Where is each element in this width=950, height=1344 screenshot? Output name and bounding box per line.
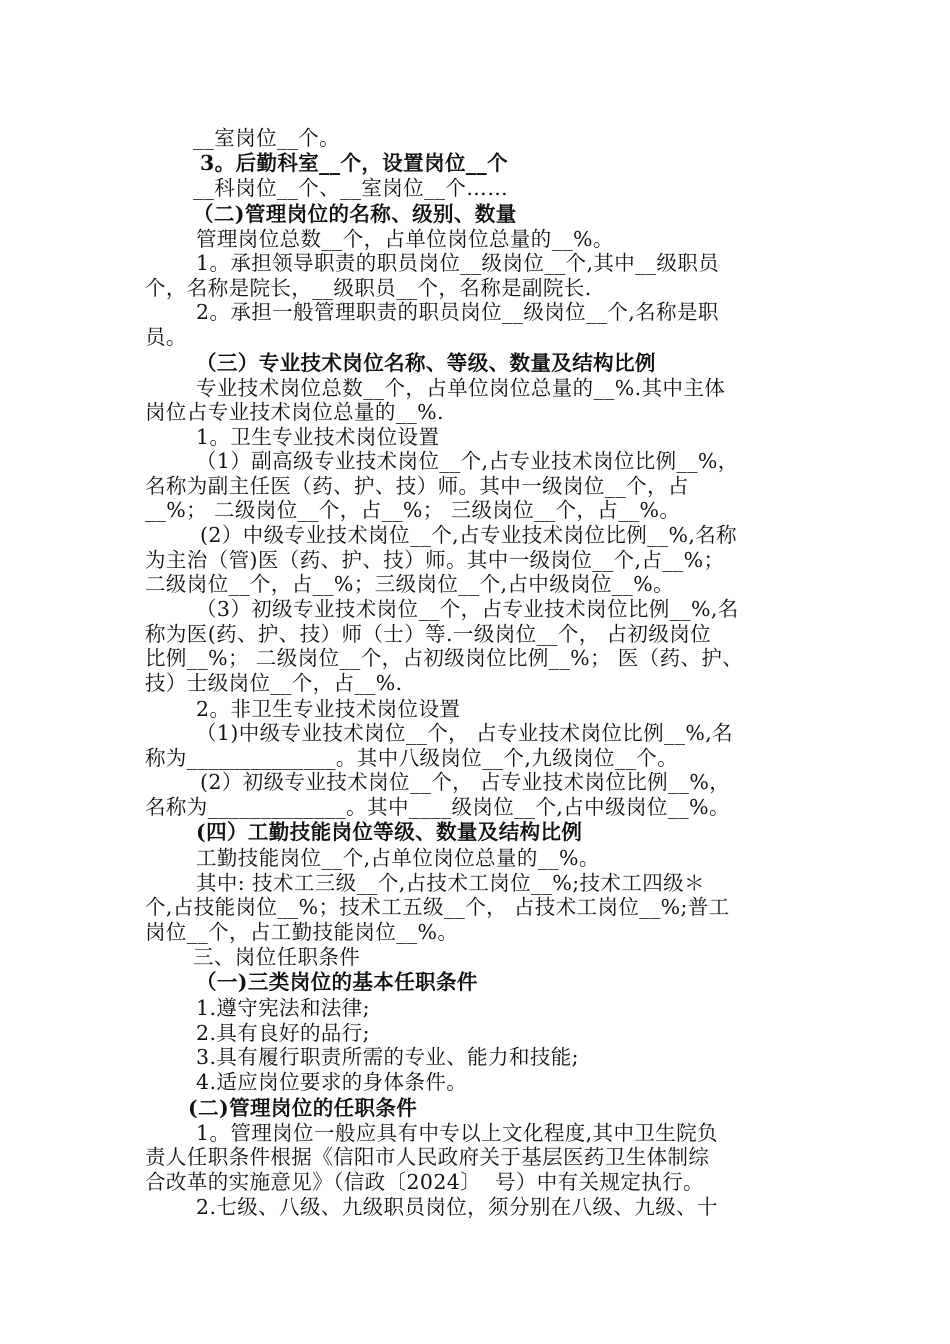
text-line: 称为医(药、护、技）师（士）等.一级岗位__个， 占初级岗位	[145, 622, 712, 646]
text-line: 为主治（管)医（药、护、技）师。其中一级岗位__个,占__%；	[145, 548, 725, 572]
text-line: 工勤技能岗位__个,占单位岗位总量的__%。	[196, 846, 600, 870]
text-line: 3.具有履行职责所需的专业、能力和技能;	[196, 1045, 579, 1069]
text-line: 1。卫生专业技术岗位设置	[196, 425, 440, 449]
text-line: （1)中级专业技术岗位__个， 占专业技术岗位比例__%,名	[196, 721, 734, 745]
section-heading: 3。后勤科室__个，设置岗位__个	[200, 151, 509, 175]
text-line: 技）士级岗位__个，占__%.	[145, 671, 403, 695]
text-line: (2）中级专业技术岗位__个,占专业技术岗位比例__%,名称	[200, 523, 738, 547]
text-line: 合改革的实施意见》（信政〔2024〕 号）中有关规定执行。	[145, 1170, 704, 1194]
text-line: __室岗位__个。	[193, 126, 341, 150]
text-line: 员。	[145, 325, 187, 349]
text-line: __科岗位__个、__室岗位__个……	[193, 176, 509, 200]
text-line: 1.遵守宪法和法律;	[196, 996, 370, 1020]
text-line: 称为______________。其中八级岗位__个,九级岗位__个。	[145, 746, 679, 770]
text-line: （3）初级专业技术岗位__个，占专业技术岗位比例__%,名	[196, 597, 739, 621]
text-line: 其中: 技术工三级__个,占技术工岗位__%;技术工四级＊	[196, 871, 705, 895]
section-heading: （二)管理岗位的名称、级别、数量	[193, 202, 517, 226]
text-line: 2.具有良好的品行;	[196, 1021, 370, 1045]
text-line: （1）副高级专业技术岗位__个,占专业技术岗位比例__%，	[196, 449, 739, 473]
text-line: 二级岗位__个，占__%；三级岗位__个,占中级岗位__%。	[145, 572, 674, 596]
text-line: 个，名称是院长，__级职员__个，名称是副院长.	[145, 276, 592, 300]
text-line: 名称为副主任医（药、护、技）师。其中一级岗位__个，占	[145, 474, 689, 498]
section-heading: (四）工勤技能岗位等级、数量及结构比例	[196, 820, 583, 844]
text-line: 责人任职条件根据《信阳市人民政府关于基层医药卫生体制综	[145, 1145, 710, 1169]
text-line: __%； 二级岗位__个，占__%； 三级岗位__个，占__%。	[145, 498, 681, 522]
text-line: 1。承担领导职责的职员岗位__级岗位__个,其中__级职员	[196, 251, 720, 275]
text-line: 管理岗位总数__个，占单位岗位总量的__%。	[196, 227, 614, 251]
text-line: 比例__%； 二级岗位__个，占初级岗位比例__%； 医（药、护、	[145, 646, 744, 670]
text-line: 三、岗位任职条件	[193, 945, 361, 969]
text-line: 岗位占专业技术岗位总量的__%.	[145, 400, 444, 424]
text-line: 名称为_____________。其中____级岗位__个,占中级岗位__%。	[145, 795, 730, 819]
text-line: 2。非卫生专业技术岗位设置	[196, 697, 461, 721]
section-heading: (二)管理岗位的任职条件	[188, 1096, 418, 1120]
section-heading: （一)三类岗位的基本任职条件	[196, 970, 478, 994]
text-line: 2.七级、八级、九级职员岗位，须分别在八级、九级、十	[196, 1195, 718, 1219]
text-line: 岗位__个，占工勤技能岗位__%。	[145, 920, 459, 944]
text-line: 1。管理岗位一般应具有中专以上文化程度,其中卫生院负	[196, 1121, 718, 1145]
text-line: 2。承担一般管理职责的职员岗位__级岗位__个,名称是职	[196, 300, 719, 324]
text-line: (2）初级专业技术岗位__个， 占专业技术岗位比例__%，	[200, 770, 731, 794]
section-heading: （三）专业技术岗位名称、等级、数量及结构比例	[196, 351, 656, 375]
text-line: 4.适应岗位要求的身体条件。	[196, 1070, 468, 1094]
text-line: 个,占技能岗位__%；技术工五级__个， 占技术工岗位__%;普工	[145, 895, 730, 919]
text-line: 专业技术岗位总数__个，占单位岗位总量的__%.其中主体	[196, 376, 726, 400]
